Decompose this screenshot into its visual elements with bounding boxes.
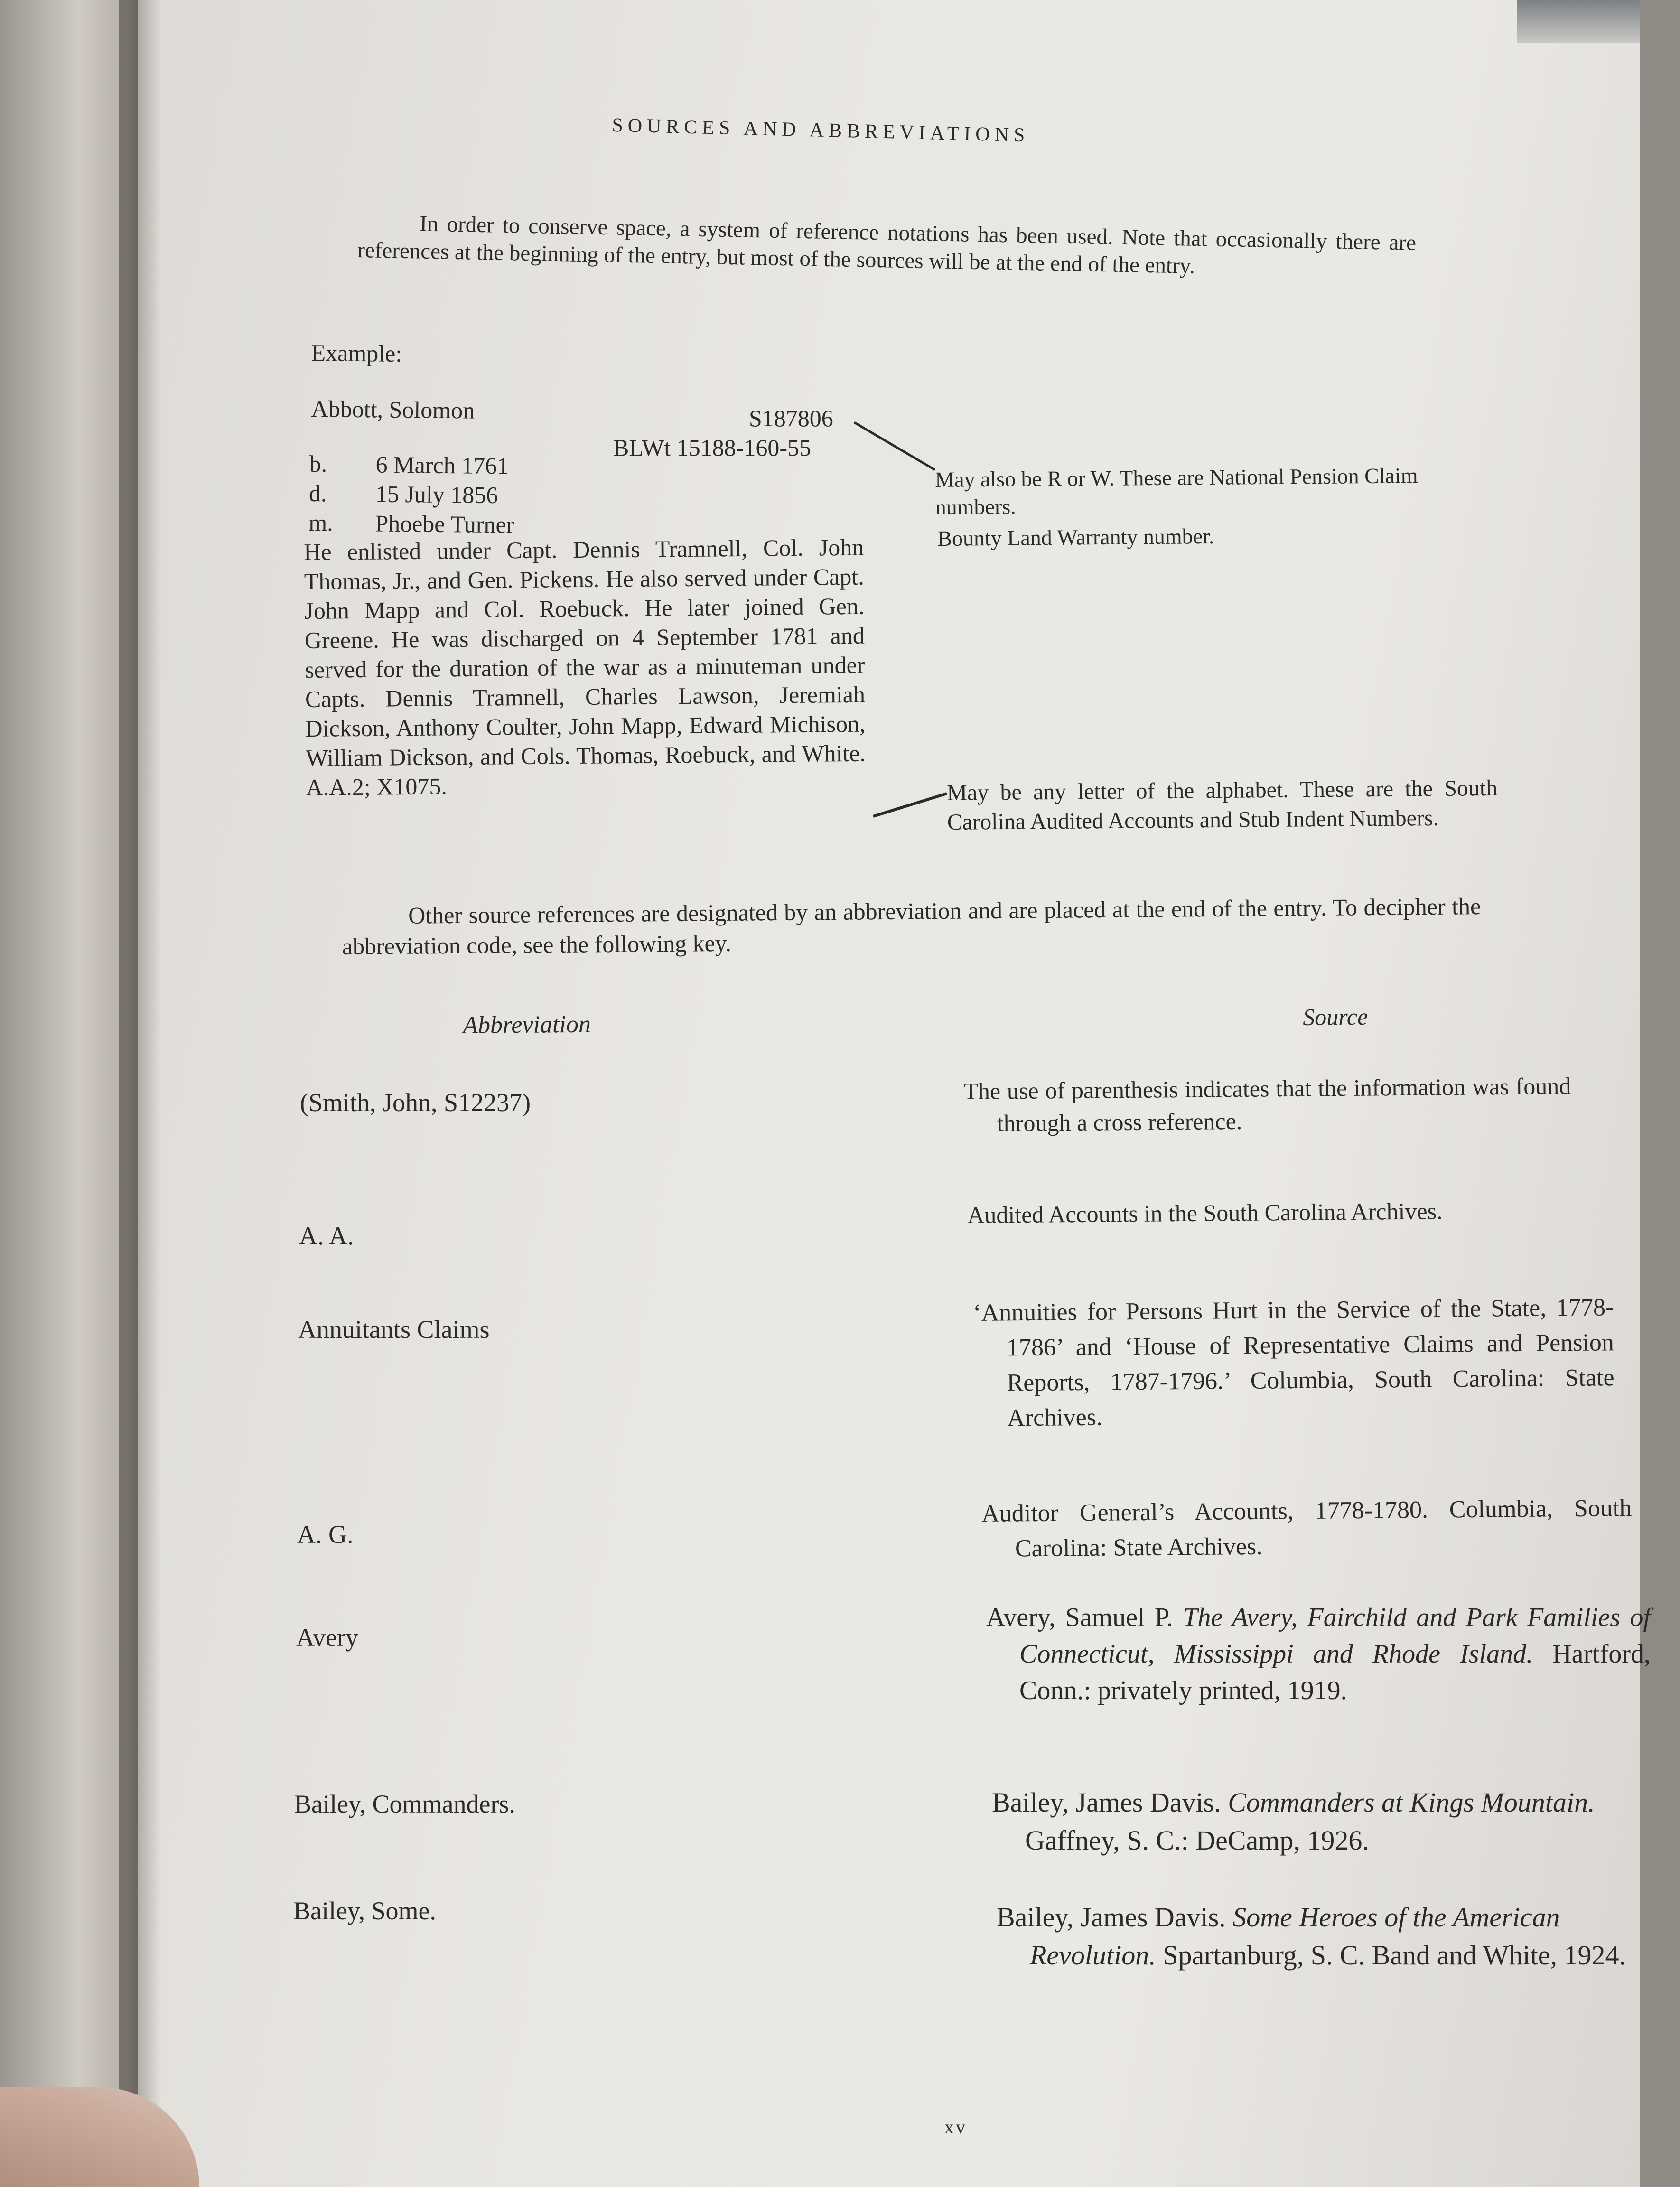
abbr-avery: Avery <box>296 1623 358 1652</box>
example-name: Abbott, Solomon <box>311 395 475 424</box>
source-text: The use of parenthesis indicates that the information was found through a cross reference. <box>963 1072 1571 1137</box>
source-author: Avery, Samuel P. <box>986 1603 1173 1632</box>
header-abbreviation: Abbreviation <box>463 1010 591 1039</box>
vital-row-died <box>309 478 594 511</box>
abbr-ag: A. G. <box>297 1520 354 1549</box>
source-text: ‘Annuities for Persons Hurt in the Service of the State, 1778-1786’ and ‘House of Representative Claims and Pension Reports, 1787-1796.’ Columbia, South Carolina: State Archives. <box>973 1294 1615 1432</box>
example-label: Example: <box>311 339 402 367</box>
source-author: Bailey, James Davis. <box>992 1787 1221 1818</box>
example-narrative: He enlisted under Capt. Dennis Tramnell, Col. John Thomas, Jr., and Gen. Pickens. He also served under Capt. John Mapp and Col. Roebuck. He later joined Gen. Greene. He was discharged on 4 September 1781 and served for the duration of the war as a minuteman under Capts. Dennis Tramnell, Charles Lawson, Jeremiah Dickson, Anthony Coulter, John Mapp, Edward Michison, William Dickson, and Cols. Thomas, Roebuck, and White. A.A.2; X1075. <box>304 533 866 801</box>
source-author: Bailey, James Davis. <box>997 1902 1226 1933</box>
abbr-bailey-some: Bailey, Some. <box>293 1897 436 1925</box>
source-publication: Spartanburg, S. C. Band and White, 1924. <box>1163 1940 1626 1971</box>
source-aa <box>967 1194 1570 1231</box>
source-text: Audited Accounts in the South Carolina Archives. <box>967 1197 1443 1228</box>
source-avery <box>986 1599 1651 1709</box>
audited-arrow <box>868 788 954 826</box>
page-number: xv <box>944 2116 967 2138</box>
source-book-title: The Avery, Fairchild and Park Families of Connecticut, Mississippi and Rhode Island. <box>1019 1603 1651 1669</box>
vital-key: b. <box>309 450 327 477</box>
vital-key: d. <box>308 479 327 507</box>
source-bailey-commanders <box>992 1784 1680 1860</box>
page-corner-shadow <box>1517 0 1640 43</box>
note-audited-accounts: May be any letter of the alphabet. These are the South Carolina Audited Accounts and Stub Indent Numbers. <box>947 775 1498 835</box>
note-pension-claim: May also be R or W. These are National Pension Claim numbers. <box>935 463 1418 519</box>
example-vitals <box>308 449 594 540</box>
abbr-annuitants: Annuitants Claims <box>298 1315 490 1344</box>
example-pension-number: S187806 <box>749 405 833 431</box>
vital-value: Phoebe Turner <box>375 510 514 538</box>
source-text: Auditor General’s Accounts, 1778-1780. Columbia, South Carolina: State Archives. <box>981 1495 1632 1562</box>
note-bounty-warrant: Bounty Land Warranty number. <box>937 523 1214 551</box>
source-publication: Gaffney, S. C.: DeCamp, 1926. <box>1025 1825 1369 1856</box>
page-title: SOURCES AND ABBREVIATIONS <box>611 114 1030 147</box>
intro-paragraph: In order to conserve space, a system of reference notations has been used. Note that occasionally there are references at the beginning of the entry, but most of the sources will be at the end of the entry. <box>357 211 1417 279</box>
source-book-title: Commanders at Kings Mountain. <box>1228 1787 1595 1818</box>
source-bailey-some <box>997 1898 1673 1974</box>
source-ag <box>981 1491 1632 1567</box>
source-publication: Hartford, Conn.: privately printed, 1919. <box>1019 1639 1651 1705</box>
vital-value: 6 March 1761 <box>375 451 509 479</box>
source-annuitants <box>973 1290 1615 1436</box>
abbr-smith: (Smith, John, S12237) <box>300 1088 531 1117</box>
abbr-bailey-commanders: Bailey, Commanders. <box>294 1790 515 1818</box>
example-warrant-number: BLWt 15188-160-55 <box>613 434 812 461</box>
vital-key: m. <box>308 509 334 536</box>
vital-row-born <box>309 449 594 481</box>
source-smith <box>963 1070 1571 1140</box>
spine-shadow <box>119 0 161 2187</box>
other-references-paragraph: Other source references are designated by an abbreviation and are placed at the end of the entry. To decipher the abbreviation code, see the following key. <box>342 893 1481 960</box>
abbr-aa: A. A. <box>299 1222 354 1250</box>
vital-value: 15 July 1856 <box>375 480 498 509</box>
header-source: Source <box>1303 1003 1368 1030</box>
source-book-title: Some Heroes of the American Revolution. <box>1030 1902 1560 1971</box>
pension-arrow <box>849 418 944 479</box>
